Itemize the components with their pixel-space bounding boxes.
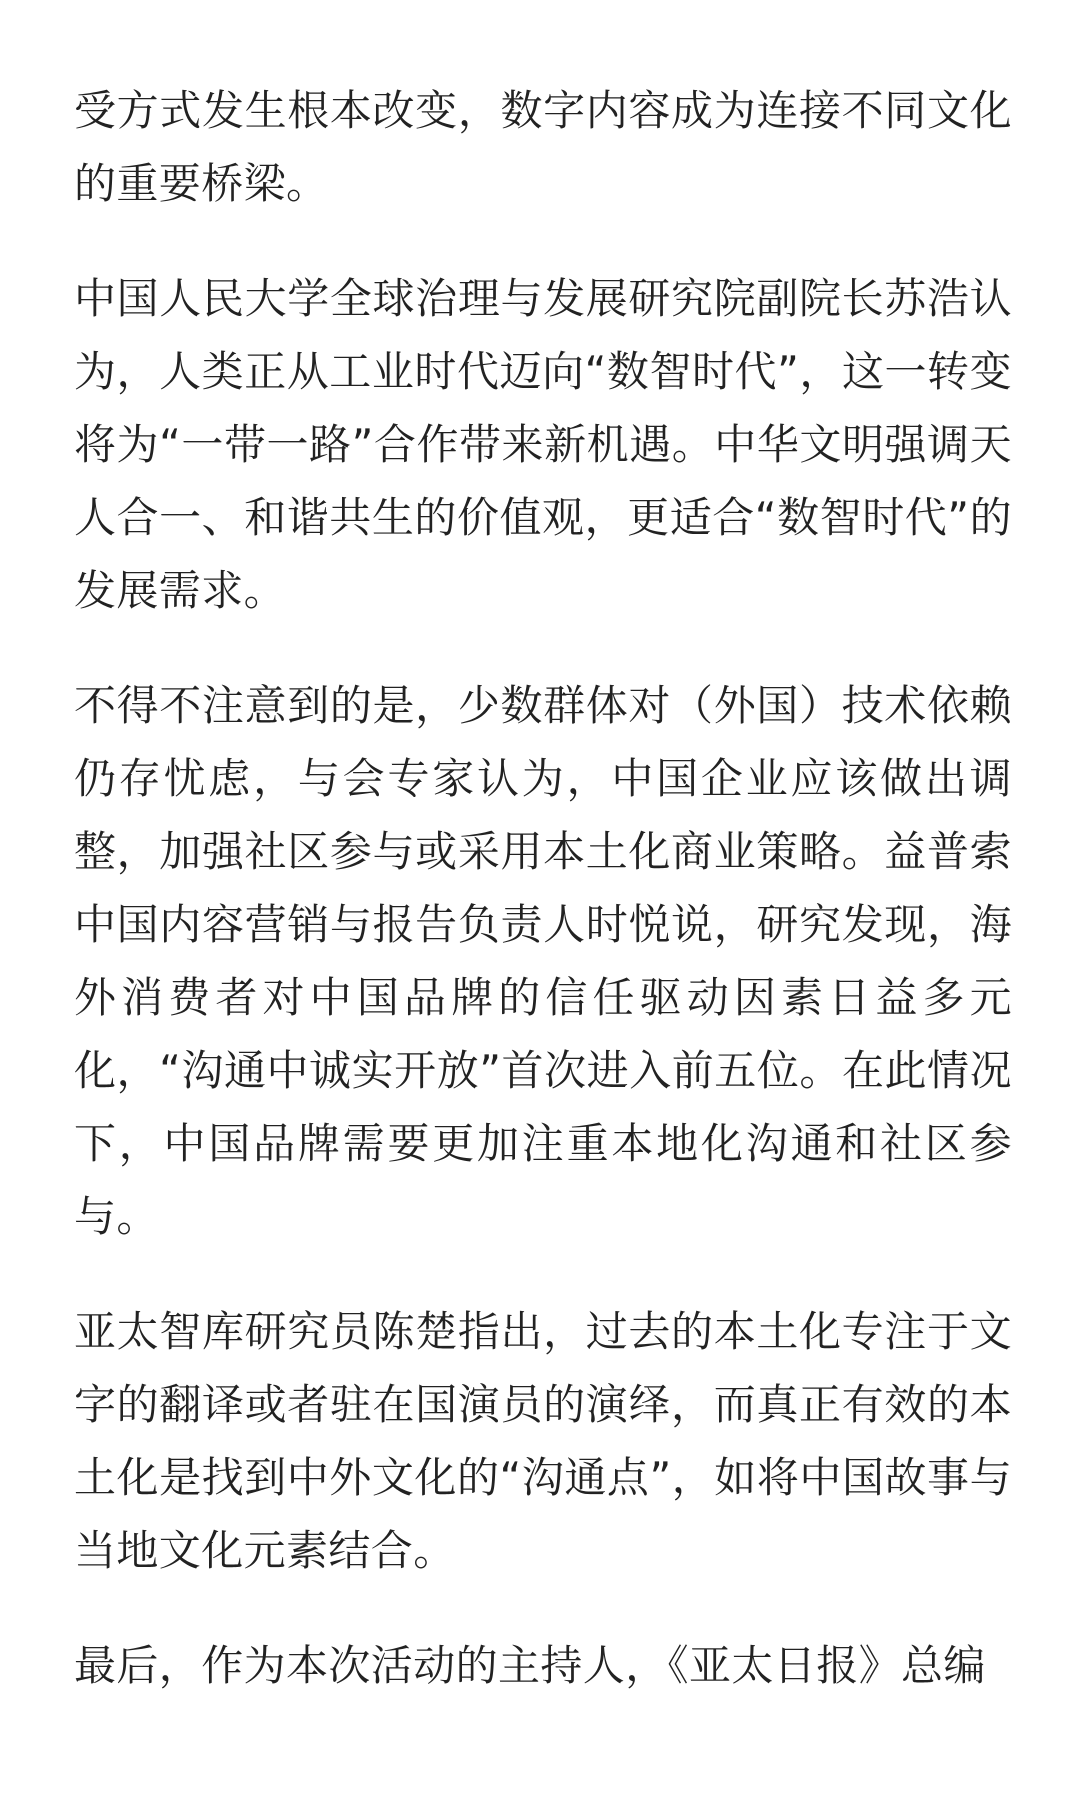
article-paragraph: 亚太智库研究员陈楚指出，过去的本土化专注于文字的翻译或者驻在国演员的演绎，而真正有效的本土化是找到中外文化的“沟通点”，如将中国故事与当地文化元素结合。 [74,1307,1012,1575]
article-paragraph: 中国人民大学全球治理与发展研究院副院长苏浩认为，人类正从工业时代迈向“数智时代”，这一转变将为“一带一路”合作带来新机遇。中华文明强调天人合一、和谐共生的价值观，更适合“数智时代”的发展需求。 [74,274,1013,615]
article-paragraph: 受方式发生根本改变，数字内容成为连接不同文化的重要桥梁。 [74,86,1012,208]
article-body [74,74,1012,1702]
article-paragraph: 最后，作为本次活动的主持人，《亚太日报》总编 [74,1641,986,1690]
article-paragraph: 不得不注意到的是，少数群体对（外国）技术依赖仍存忧虑，与会专家认为，中国企业应该做出调整，加强社区参与或采用本土化商业策略。益普索中国内容营销与报告负责人时悦说，研究发现，海外消费者对中国品牌的信任驱动因素日益多元化，“沟通中诚实开放”首次进入前五位。在此情况下，中国品牌需要更加注重本地化沟通和社区参与。 [74,681,1012,1241]
